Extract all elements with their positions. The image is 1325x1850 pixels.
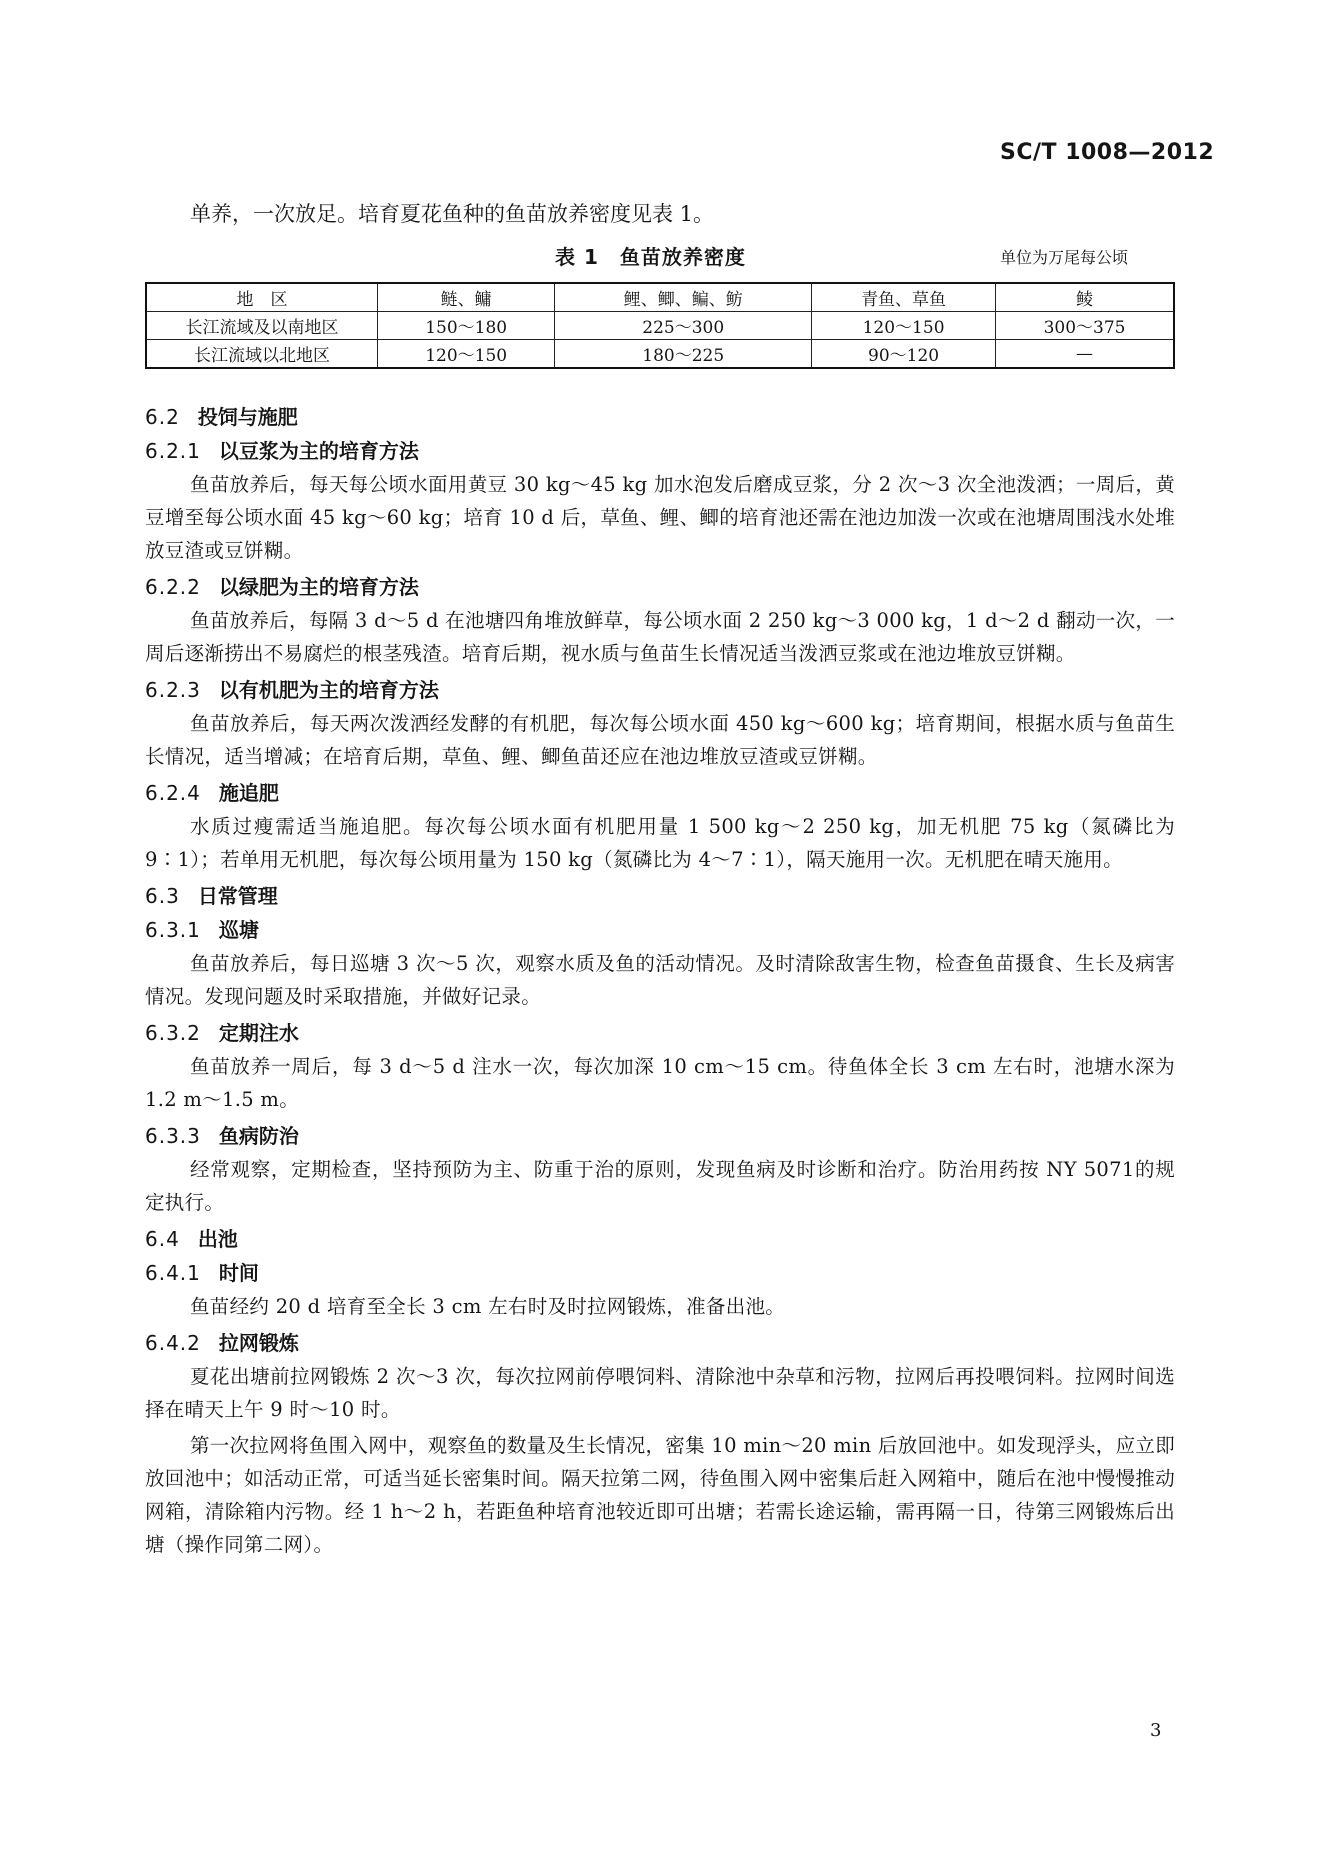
section-title: 时间: [218, 1261, 259, 1285]
section: [145, 1256, 1175, 1323]
section-paragraph: 鱼苗经约 20 d 培育至全长 3 cm 左右时及时拉网锻炼，准备出池。: [190, 1295, 786, 1318]
table-row: [146, 340, 1174, 369]
section: [145, 400, 1175, 434]
section-heading: [145, 1119, 1175, 1153]
section-paragraph: 夏花出塘前拉网锻炼 2 次～3 次，每次拉网前停喂饲料、清除池中杂草和污物，拉网后再投喂饲料。拉网时间选择在晴天上午 9 时～10 时。: [145, 1365, 1175, 1421]
section-heading: [145, 913, 1175, 947]
section-heading: [145, 776, 1175, 810]
section-number: 6.4.2: [145, 1331, 201, 1355]
table-header-cell: 地 区: [146, 283, 378, 312]
section-heading: [145, 1256, 1175, 1290]
section-heading: [145, 1222, 1175, 1256]
section: [145, 673, 1175, 773]
section-paragraph: 水质过瘦需适当施追肥。每次每公顷水面有机肥用量 1 500 kg～2 250 kg，加无机肥 75 kg（氮磷比为 9∶1）；若单用无机肥，每次每公顷用量为 150 kg（氮磷比为 4～7∶1），隔天施用一次。无机肥在晴天施用。: [145, 815, 1175, 871]
section-paragraph: 鱼苗放养后，每日巡塘 3 次～5 次，观察水质及鱼的活动情况。及时清除敌害生物，检查鱼苗摄食、生长及病害情况。发现问题及时采取措施，并做好记录。: [145, 952, 1175, 1008]
section-number: 6.3.1: [145, 918, 201, 942]
section-title: 施追肥: [218, 781, 279, 805]
section-title: 出池: [197, 1227, 238, 1251]
section-heading: [145, 570, 1175, 604]
section: [145, 1326, 1175, 1561]
section-number: 6.2.1: [145, 439, 201, 463]
section-paragraph: 鱼苗放养后，每隔 3 d～5 d 在池塘四角堆放鲜草，每公顷水面 2 250 kg～3 000 kg，1 d～2 d 翻动一次，一周后逐渐捞出不易腐烂的根茎残渣。培育后期，视水质与鱼苗生长情况适当泼洒豆浆或在池边堆放豆饼糊。: [145, 609, 1175, 665]
section-title: 拉网锻炼: [218, 1331, 299, 1355]
section-title: 日常管理: [197, 884, 278, 908]
section-title: 定期注水: [218, 1021, 299, 1045]
section-number: 6.3.3: [145, 1124, 201, 1148]
section-number: 6.2.2: [145, 575, 201, 599]
section-number: 6.2.3: [145, 678, 201, 702]
section: [145, 879, 1175, 913]
section-heading: [145, 673, 1175, 707]
section: [145, 570, 1175, 670]
section-title: 以豆浆为主的培育方法: [218, 439, 419, 463]
section-number: 6.3: [145, 884, 180, 908]
table-header-cell: 鲢、鳙: [378, 283, 555, 312]
table-cell: 225～300: [555, 312, 812, 340]
section-paragraph: 鱼苗放养一周后，每 3 d～5 d 注水一次，每次加深 10 cm～15 cm。待鱼体全长 3 cm 左右时，池塘水深为 1.2 m～1.5 m。: [145, 1055, 1175, 1111]
section-paragraph: 鱼苗放养后，每天两次泼洒经发酵的有机肥，每次每公顷水面 450 kg～600 kg；培育期间，根据水质与鱼苗生长情况，适当增减；在培育后期，草鱼、鲤、鲫鱼苗还应在池边堆放豆渣或豆饼糊。: [145, 712, 1175, 768]
table-header-cell: 青鱼、草鱼: [812, 283, 996, 312]
section-number: 6.2: [145, 405, 180, 429]
section-title: 以绿肥为主的培育方法: [218, 575, 419, 599]
table-cell: 300～375: [996, 312, 1174, 340]
table-cell: 长江流域以北地区: [146, 340, 378, 369]
intro-paragraph: 单养，一次放足。培育夏花鱼种的鱼苗放养密度见表 1。: [190, 202, 715, 226]
section: [145, 1222, 1175, 1256]
page-number: 3: [1150, 1720, 1162, 1741]
table-caption: 表 1 鱼苗放养密度: [555, 245, 746, 269]
table-cell: 180～225: [555, 340, 812, 369]
section-title: 巡塘: [218, 918, 259, 942]
section-heading: [145, 1016, 1175, 1050]
table-row: [146, 312, 1174, 340]
standard-code: SC/T 1008—2012: [1000, 140, 1215, 165]
section-title: 以有机肥为主的培育方法: [218, 678, 439, 702]
table-cell: 长江流域及以南地区: [146, 312, 378, 340]
section: [145, 1016, 1175, 1116]
table-cell: 120～150: [378, 340, 555, 369]
table-cell: 90～120: [812, 340, 996, 369]
section: [145, 1119, 1175, 1219]
section-number: 6.2.4: [145, 781, 201, 805]
section-number: 6.4: [145, 1227, 180, 1251]
section-paragraph: 鱼苗放养后，每天每公顷水面用黄豆 30 kg～45 kg 加水泡发后磨成豆浆，分 2 次～3 次全池泼洒；一周后，黄豆增至每公顷水面 45 kg～60 kg；培育 10 d 后，草鱼、鲤、鲫的培育池还需在池边加泼一次或在池塘周围浅水处堆放豆渣或豆饼糊。: [145, 473, 1175, 562]
section-paragraph: 第一次拉网将鱼围入网中，观察鱼的数量及生长情况，密集 10 min～20 min 后放回池中。如发现浮头，应立即放回池中；如活动正常，可适当延长密集时间。隔天拉第二网，待鱼围入网中密集后赶入网箱中，随后在池中慢慢推动网箱，清除箱内污物。经 1 h～2 h，若距鱼种培育池较近即可出塘；若需长途运输，需再隔一日，待第三网锻炼后出塘（操作同第二网）。: [145, 1434, 1175, 1556]
section-heading: [145, 400, 1175, 434]
table-cell: 120～150: [812, 312, 996, 340]
section-title: 投饲与施肥: [197, 405, 298, 429]
section-paragraph: 经常观察，定期检查，坚持预防为主、防重于治的原则，发现鱼病及时诊断和治疗。防治用药按 NY 5071的规定执行。: [145, 1158, 1175, 1214]
section-heading: [145, 434, 1175, 468]
section-number: 6.4.1: [145, 1261, 201, 1285]
table-cell: 150～180: [378, 312, 555, 340]
section: [145, 434, 1175, 567]
section-heading: [145, 1326, 1175, 1360]
section: [145, 913, 1175, 1013]
table-unit: 单位为万尾每公顷: [1000, 248, 1129, 267]
section-title: 鱼病防治: [218, 1124, 299, 1148]
section-heading: [145, 879, 1175, 913]
section-number: 6.3.2: [145, 1021, 201, 1045]
table-header-row: [146, 283, 1174, 312]
section: [145, 776, 1175, 876]
table-header-cell: 鲮: [996, 283, 1174, 312]
stocking-density-table: [145, 282, 1175, 369]
table-cell: —: [996, 340, 1174, 369]
table-header-cell: 鲤、鲫、鳊、鲂: [555, 283, 812, 312]
document-body: [145, 400, 1175, 1564]
